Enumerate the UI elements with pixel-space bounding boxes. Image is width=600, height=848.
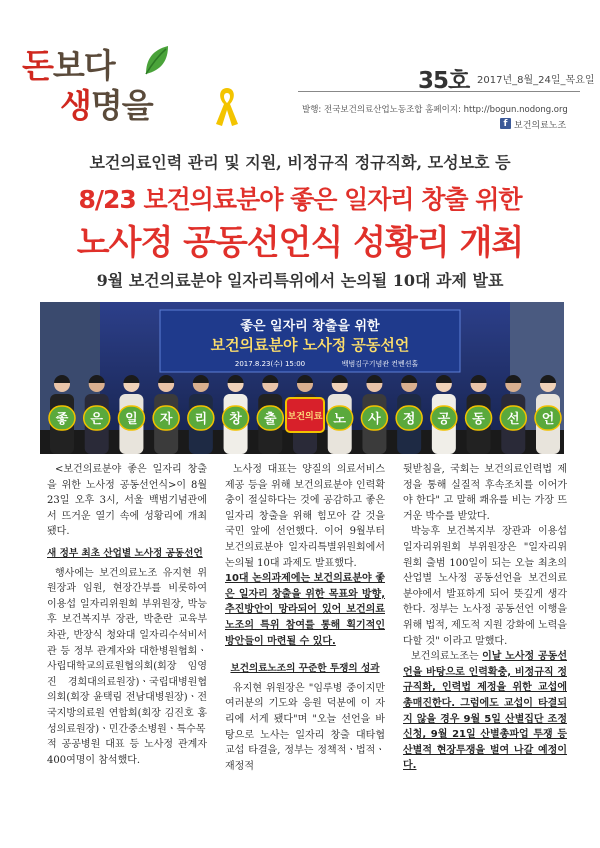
article-paragraph — [403, 649, 567, 774]
photo-banner-date: 2017.8.23(수) 15:00 — [234, 360, 306, 368]
article-column-3 — [403, 462, 567, 774]
photo-letter-board-text: 일 — [125, 412, 138, 427]
photo-letter-board-text: 공 — [437, 412, 451, 427]
photo-letter-board-text: 사 — [368, 412, 381, 427]
logo-char-saeng: 생 — [60, 86, 91, 125]
photo-letter-board-text: 은 — [90, 412, 103, 427]
headline-line2: 노사정 공동선언식 성황리 개최 — [76, 223, 524, 263]
facebook-icon[interactable]: f — [500, 118, 511, 129]
headline-line1: 8/23 보건의료분야 좋은 일자리 창출 위한 — [78, 185, 522, 214]
leaf-icon — [140, 44, 172, 78]
logo-word-myeongeul: 명을 — [90, 86, 153, 125]
highlighted-text: 이날 노사정 공동선언을 바탕으로 인력확충, 비정규직 정규직화, 인력법 제정을 위한 교섭에 총매진한다. 그럼에도 교섭이 타결되지 않을 경우 9월 5일 산별집단 조정신청, 9월 21일 산별총파업 투쟁 등 산별적 현장투쟁을 벌여 나갈 예정이다. — [403, 651, 567, 772]
photo-letter-board-text: 언 — [541, 412, 555, 427]
photo-letter-board-text: 정 — [402, 412, 416, 427]
section-title: 새 정부 최초 산업별 노사정 공동선언 — [47, 547, 203, 559]
photo-letter-board-text: 출 — [264, 412, 277, 427]
article-paragraph: 행사에는 보건의료노조 유지현 위원장과 임원, 현장간부를 비롯하여 이용섭 일자리위원회 부위원장, 박능후 보건복지부 장관, 박춘란 교육부 차관, 반장식 청와대 일자리수석비서관 등 정부 관계자와 대한병원협회ㆍ사립대학교의료원협의회(회장 임영진 경희대의료원장)ㆍ국립대병원협의회(회장 윤택림 전남대병원장)ㆍ전국지방의료원 연합회(회장 김진호 홍성의료원장)ㆍ민간중소병원ㆍ특수목적 공공병원 대표 등 노사정 관계자 400여명이 참석했다. — [47, 567, 207, 766]
event-photo — [40, 302, 564, 454]
article-paragraph: 유지현 위원장은 "임루병 중이지만 여러분의 기도와 응원 덕분에 이 자리에 서게 됐다"며 "오늘 선언을 바탕으로 노사는 일자리 창출 대타협 교섭 타결을, 정부는 정책적ㆍ법적ㆍ재정적 — [225, 682, 385, 772]
logo-line2 — [60, 80, 153, 127]
highlighted-paragraph: 10대 논의과제에는 보건의료분야 좋은 일자리 창출을 위한 목표와 방향, 추진방안이 망라되어 있어 보건의료노조의 특위 참여를 통해 획기적인 방안들이 마련될 수 있다. — [225, 573, 385, 647]
issue-date: 2017년_8월_24일_목요일 — [477, 75, 595, 86]
photo-banner-line1: 좋은 일자리 창출을 위한 — [240, 319, 380, 334]
publisher-line: 발행: 전국보건의료산업노동조합 홈페이지: http://bogun.nodong.org — [302, 105, 568, 115]
facebook-label[interactable]: 보건의료노조 — [514, 121, 567, 131]
photo-letter-board-text: 선 — [507, 412, 520, 427]
article-paragraph: 노사정 대표는 양질의 의료서비스 제공 등을 위해 보건의료분야 인력확충이 절실하다는 것에 공감하고 좋은 일자리 창출을 위해 힘모아 갈 것을 국민 앞에 선언했다. 이어 9월부터 보건의료분야 일자리특별위원회에서 논의될 10대 과제도 발표했다. — [225, 464, 385, 569]
event-photo-graphic — [40, 302, 564, 454]
header-divider — [298, 91, 580, 92]
issue-number: 35호 — [418, 68, 470, 94]
photo-letter-board-text: 좋 — [55, 412, 69, 427]
article-text: 보건의료노조는 — [411, 651, 483, 663]
photo-banner-line2: 보건의료분야 노사정 공동선언 — [210, 336, 410, 354]
article-column-2 — [225, 462, 385, 774]
photo-letter-board-text: 창 — [229, 412, 242, 427]
photo-letter-board-text: 보건의료 — [287, 412, 323, 422]
kicker-headline: 보건의료인력 관리 및 지원, 비정규직 정규직화, 모성보호 등 — [89, 153, 511, 172]
photo-banner-venue: 백범김구기념관 컨벤션홀 — [341, 360, 419, 368]
photo-letter-board-text: 리 — [194, 412, 208, 427]
article-paragraph: 뒷받침을, 국회는 보건의료인력법 제정을 통해 실질적 후속조치를 이어가야 한다" 고 말해 쾌유를 비는 가장 뜨거운 박수를 받았다. — [403, 464, 567, 522]
photo-letter-board-text: 자 — [159, 412, 173, 427]
section-title: 보건의료노조의 꾸준한 투쟁의 성과 — [230, 663, 380, 675]
photo-letter-board-text: 노 — [333, 412, 346, 427]
logo-char-don: 돈 — [22, 46, 53, 85]
subheadline: 9월 보건의료분야 일자리특위에서 논의될 10대 과제 발표 — [96, 271, 504, 290]
logo-word-boda: 보다 — [52, 46, 115, 85]
article-paragraph: 박능후 보건복지부 장관과 이용섭 일자리위원회 부위원장은 "일자리위원회 출범 100일이 되는 오늘 최초의 산업별 노사정 공동선언을 보건의료분야에서 발표하게 되어 뜻깊게 생각한다. 정부는 노사정 공동선언 이행을 위해 법적, 제도적 지원 강화에 노력을 다할 것" 이라고 말했다. — [403, 526, 567, 647]
yellow-ribbon-icon — [214, 84, 240, 128]
photo-letter-board-text: 동 — [472, 412, 485, 427]
article-paragraph: <보건의료분야 좋은 일자리 창출을 위한 노사정 공동선언식>이 8월 23일 오후 3시, 서울 백범기념관에서 뜨거운 열기 속에 성황리에 개최됐다. — [47, 464, 207, 538]
article-column-1 — [47, 462, 207, 768]
